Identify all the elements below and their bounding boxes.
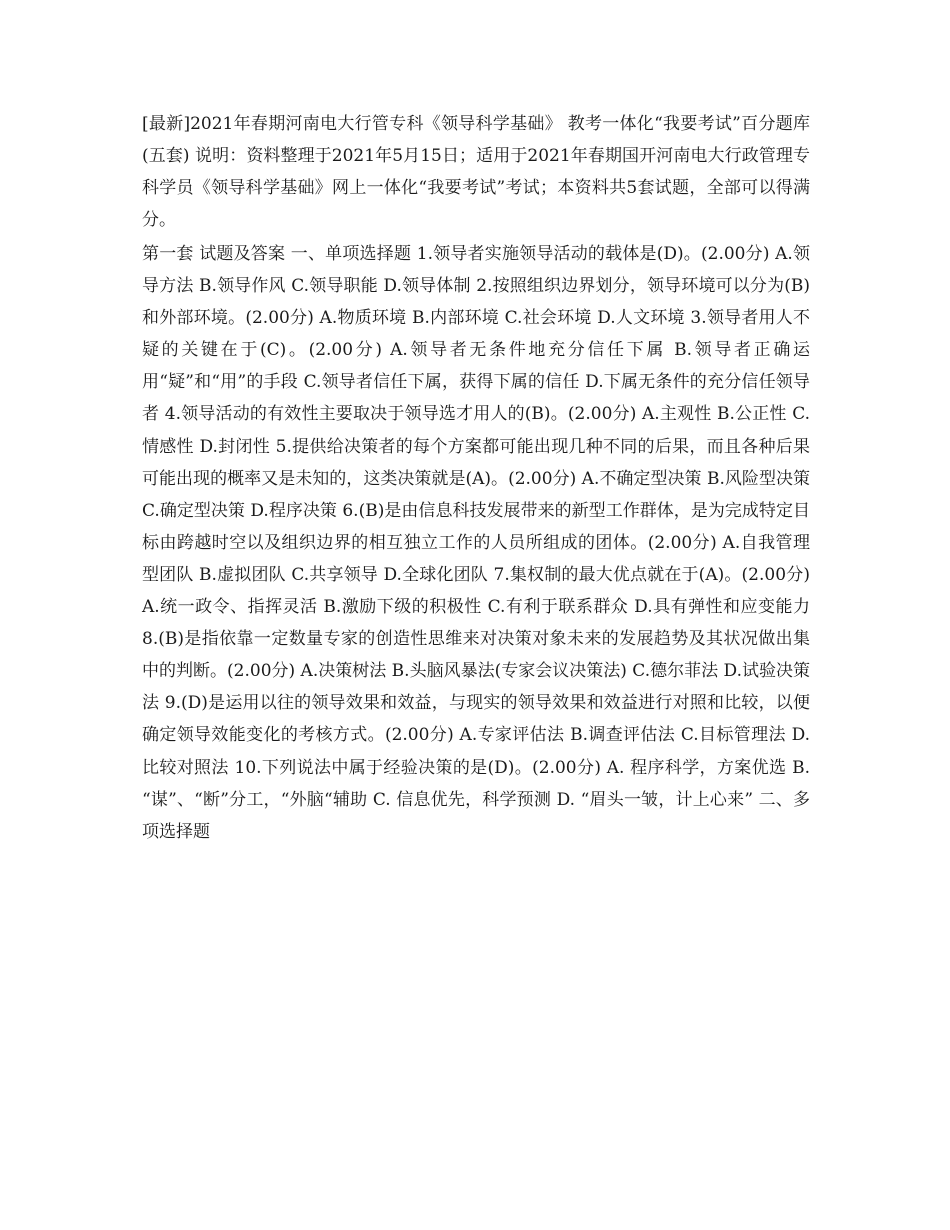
- intro-paragraph: [最新]2021年春期河南电大行管专科《领导科学基础》 教考一体化“我要考试”百分题库(五套) 说明：资料整理于2021年5月15日；适用于2021年春期国开河南电大行政管理专科学员《领导科学基础》网上一体化“我要考试”考试；本资料共5套试题，全部可以得满分。: [142, 114, 810, 231]
- set1-questions-paragraph: 第一套 试题及答案 一、单项选择题 1.领导者实施领导活动的载体是(D)。(2.00分) A.领导方法 B.领导作风 C.领导职能 D.领导体制 2.按照组织边界划分，领导环境可以分为(B)和外部环境。(2.00分) A.物质环境 B.内部环境 C.社会环境 D.人文环境 3.领导者用人不疑的关键在于(C)。(2.00分) A.领导者无条件地充分信任下属 B.领导者正确运用“疑”和“用”的手段 C.领导者信任下属，获得下属的信任 D.下属无条件的充分信任领导者 4.领导活动的有效性主要取决于领导选才用人的(B)。(2.00分) A.主观性 B.公正性 C.情感性 D.封闭性 5.提供给决策者的每个方案都可能出现几种不同的后果，而且各种后果可能出现的概率又是未知的，这类决策就是(A)。(2.00分) A.不确定型决策 B.风险型决策 C.确定型决策 D.程序决策 6.(B)是由信息科技发展带来的新型工作群体，是为完成特定目标由跨越时空以及组织边界的相互独立工作的人员所组成的团体。(2.00分) A.自我管理型团队 B.虚拟团队 C.共享领导 D.全球化团队 7.集权制的最大优点就在于(A)。(2.00分) A.统一政令、指挥灵活 B.激励下级的积极性 C.有利于联系群众 D.具有弹性和应变能力 8.(B)是指依靠一定数量专家的创造性思维来对决策对象未来的发展趋势及其状况做出集中的判断。(2.00分) A.决策树法 B.头脑风暴法(专家会议决策法) C.德尔菲法 D.试验决策法 9.(D)是运用以往的领导效果和效益，与现实的领导效果和效益进行对照和比较，以便确定领导效能变化的考核方式。(2.00分) A.专家评估法 B.调查评估法 C.目标管理法 D.比较对照法 10.下列说法中属于经验决策的是(D)。(2.00分) A. 程序科学，方案优选 B. “谋”、“断”分工，“外脑“辅助 C. 信息优先，科学预测 D. “眉头一皱，计上心来” 二、多项选择题: [142, 244, 810, 842]
